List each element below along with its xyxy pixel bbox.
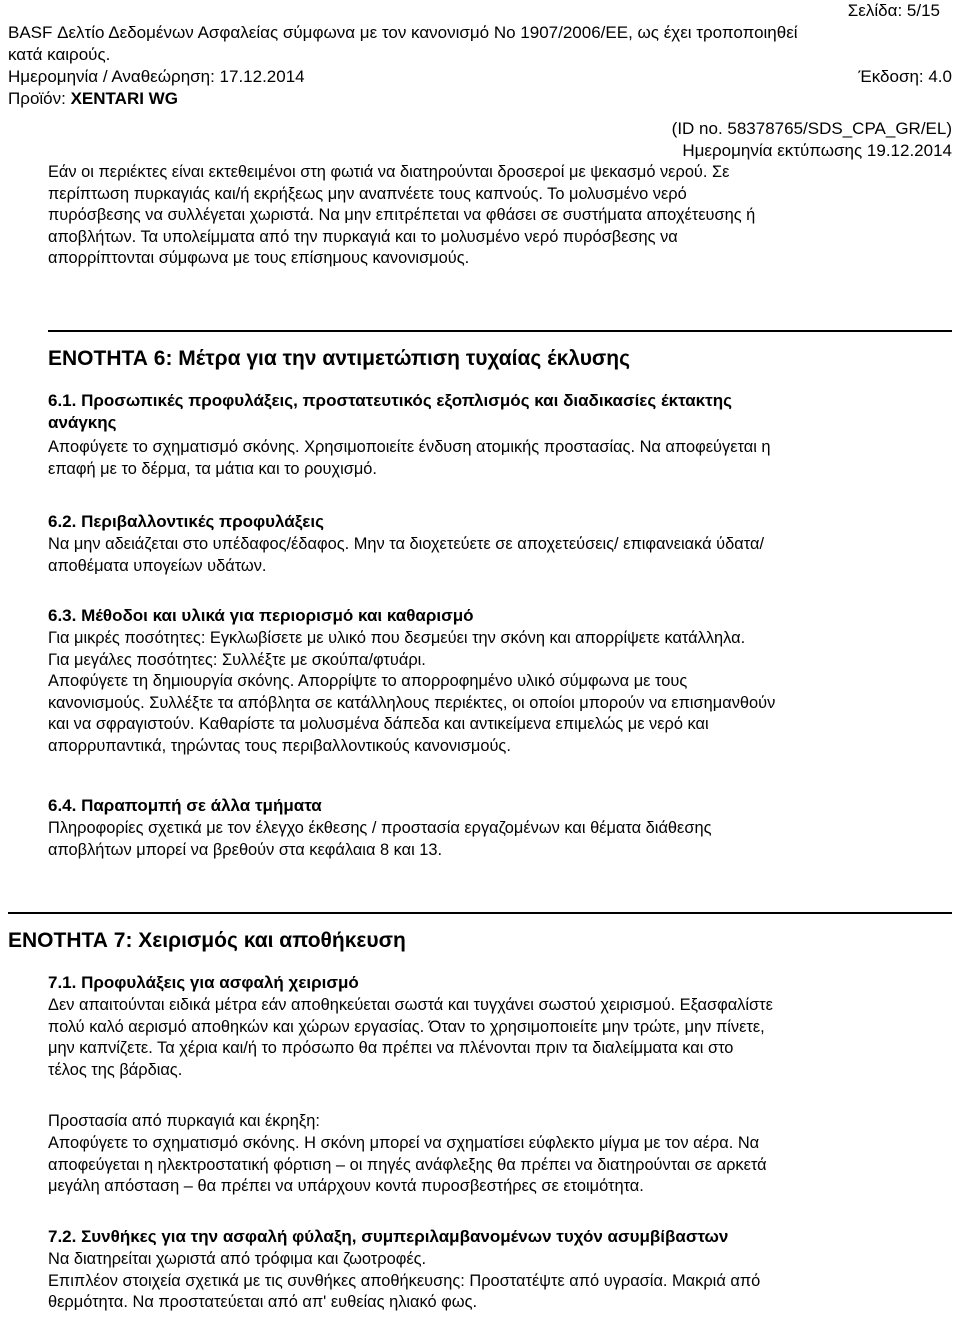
product-name: XENTARI WG [70,89,178,108]
s61-title: 6.1. Προσωπικές προφυλάξεις, προστατευτικός εξοπλισμός και διαδικασίες έκτακτης [48,391,732,410]
text-line: μεγάλη απόσταση – θα πρέπει να υπάρχουν κοντά πυροσβεστήρες σε ετοιμότητα. [48,1177,644,1195]
text-line: Για μικρές ποσότητες: Εγκλωβίσετε με υλικό που δεσμεύει την σκόνη και απορρίψετε κατάλληλα. [48,629,746,647]
text-line: και να σφραγιστούν. Καθαρίστε τα μολυσμένα δάπεδα και αντικείμενα επιμελώς με νερό και [48,715,709,733]
text-line: πολύ καλό αερισμό αποθηκών και χώρων εργασίας. Όταν το χρησιμοποιείτε μην τρώτε, μην πίνετε, [48,1017,765,1036]
text-line: Να διατηρείται χωριστά από τρόφιμα και ζωοτροφές. [48,1250,427,1268]
s72-title: 7.2. Συνθήκες για την ασφαλή φύλαξη, συμπεριλαμβανομένων τυχόν ασυμβίβαστων [48,1227,729,1246]
page-number: Σελίδα: 5/15 [847,1,940,20]
document-title: BASF Δελτίο Δεδομένων Ασφαλείας σύμφωνα με τον κανονισμό Νο 1907/2006/ΕΕ, ως έχει τροποποιηθεί [8,23,798,42]
product-label: Προϊόν: [8,89,66,108]
text-line: απορρυπαντικά, τηρώντας τους περιβαλλοντικούς κανονισμούς. [48,736,511,755]
text-line: Να μην αδειάζεται στο υπέδαφος/έδαφος. Μην τα διοχετεύετε σε αποχετεύσεις/ επιφανειακά ύδατα/ [48,535,765,553]
s64-title: 6.4. Παραπομπή σε άλλα τμήματα [48,796,322,815]
text-line: αποβλήτων. Τα υπολείμματα από την πυρκαγιά και το μολυσμένο νερό πυρόσβεσης να [48,227,678,246]
s63-text [48,628,775,757]
section-7-divider [8,912,952,914]
s64-text [48,818,711,861]
text-line: Επιπλέον στοιχεία σχετικά με τις συνθήκες αποθήκευσης: Προστατέψτε από υγρασία. Μακριά από [48,1271,761,1290]
section-6-divider [48,330,952,332]
s71-text [48,995,773,1081]
text-line: απορρίπτονται σύμφωνα με τους επίσημους κανονισμούς. [48,249,470,267]
text-line: αποβλήτων μπορεί να βρεθούν στα κεφάλαια 8 και 13. [48,840,443,859]
s72-text [48,1249,760,1314]
s61-title-cont: ανάγκης [48,413,117,432]
text-line: Δεν απαιτούνται ειδικά μέτρα εάν αποθηκεύεται σωστά και τυγχάνει σωστού χειρισμού. Εξασφαλίστε [48,996,773,1014]
text-line: αποφεύγεται η ηλεκτροστατική φόρτιση – οι πηγές ανάφλεξης θα πρέπει να διατηρούνται σε αρκετά [48,1155,767,1174]
s71-title: 7.1. Προφυλάξεις για ασφαλή χειρισμό [48,973,359,992]
s63-title: 6.3. Μέθοδοι και υλικά για περιορισμό και καθαρισμό [48,606,474,625]
text-line: κανονισμούς. Συλλέξτε τα απόβλητα σε κατάλληλους περιέκτες, οι οποίοι μπορούν να επισημανθούν [48,693,776,712]
print-date: Ημερομηνία εκτύπωσης 19.12.2014 [682,141,952,160]
text-line: περίπτωση πυρκαγιάς και/ή εκρήξεως μην αναπνέετε τους καπνούς. Το μολυσμένο νερό [48,184,687,203]
text-line: Εάν οι περιέκτες είναι εκτεθειμένοι στη φωτιά να διατηρούνται δροσεροί με ψεκασμό νερού. Σε [48,163,730,181]
text-line: τέλος της βάρδιας. [48,1060,183,1079]
product-line [8,88,178,110]
revision-date: Ημερομηνία / Αναθεώρηση: 17.12.2014 [8,67,305,86]
document-title-cont: κατά καιρούς. [8,45,111,64]
text-line: Αποφύγετε τη δημιουργία σκόνης. Απορρίψτε το απορροφημένο υλικό σύμφωνα με τους [48,672,688,690]
text-line: Αποφύγετε το σχηματισμό σκόνης. Η σκόνη μπορεί να σχηματίσει εύφλεκτο μίγμα με τον αέρα. Να [48,1134,760,1152]
s61-text [48,437,771,480]
id-number: (ID no. 58378765/SDS_CPA_GR/EL) [671,119,952,138]
section-6-title: ΕΝΟΤΗΤΑ 6: Μέτρα για την αντιμετώπιση τυχαίας έκλυσης [48,347,631,370]
text-line: Για μεγάλες ποσότητες: Συλλέξτε με σκούπα/φτυάρι. [48,650,426,669]
text-line: αποθέματα υπογείων υδάτων. [48,556,267,575]
fire-protection-text [48,1133,767,1198]
intro-paragraph [48,162,755,270]
fire-protection-heading: Προστασία από πυρκαγιά και έκρηξη: [48,1112,320,1130]
s62-title: 6.2. Περιβαλλοντικές προφυλάξεις [48,512,324,531]
text-line: Πληροφορίες σχετικά με τον έλεγχο έκθεσης / προστασία εργαζομένων και θέματα διάθεσης [48,819,712,837]
text-line: μην καπνίζετε. Τα χέρια και/ή το πρόσωπο θα πρέπει να πλένονται πριν τα διαλείμματα και στο [48,1039,734,1057]
text-line: πυρόσβεσης να συλλέγεται χωριστά. Να μην επιτρέπεται να φθάσει σε συστήματα αποχέτευσης ή [48,206,756,224]
section-7-title: ΕΝΟΤΗΤΑ 7: Χειρισμός και αποθήκευση [8,929,406,952]
s62-text [48,534,764,577]
text-line: Αποφύγετε το σχηματισμό σκόνης. Χρησιμοποιείτε ένδυση ατομικής προστασίας. Να αποφεύγεται η [48,438,771,456]
text-line: επαφή με το δέρμα, τα μάτια και το ρουχισμό. [48,459,377,478]
text-line: θερμότητα. Να προστατεύεται από απ' ευθείας ηλιακό φως. [48,1293,478,1311]
version: Έκδοση: 4.0 [858,67,952,86]
